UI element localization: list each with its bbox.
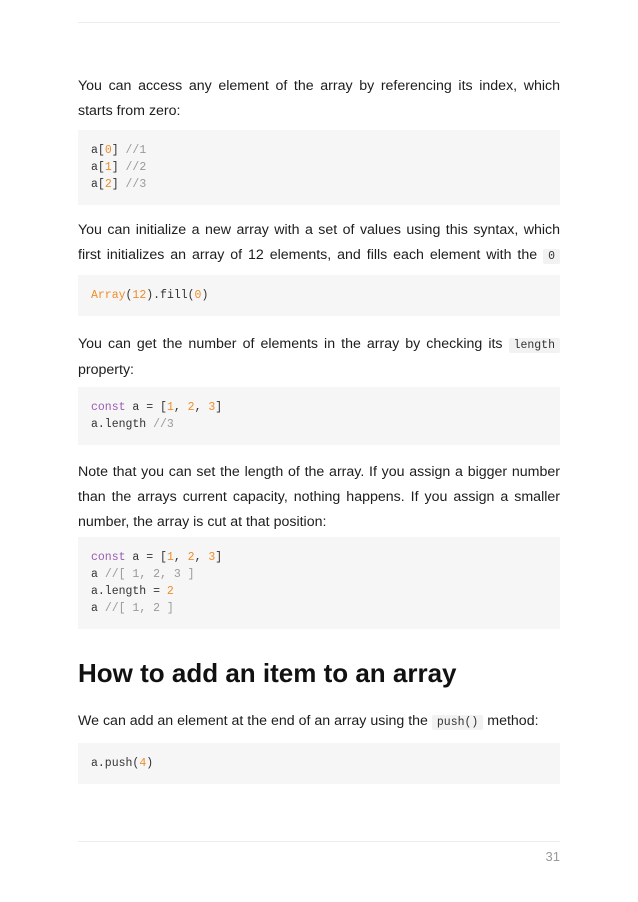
code-line: const a = [1, 2, 3] <box>91 401 223 414</box>
top-divider <box>78 22 560 23</box>
code-line: a //[ 1, 2, 3 ] <box>91 568 195 581</box>
page-number: 31 <box>545 849 560 864</box>
code-line: a.push(4) <box>91 757 154 770</box>
paragraph-push: We can add an element at the end of an array using the push() method: <box>78 713 539 729</box>
paragraph-access-index: You can access any element of the array by referencing its index, which starts from zero: <box>78 78 560 119</box>
code-line: a[0] //1 <box>91 144 147 157</box>
paragraph-array-length: You can get the number of elements in the array by checking its length property: <box>78 332 560 383</box>
inline-code-zero: 0 <box>543 249 560 264</box>
section-heading: How to add an item to an array <box>78 658 457 688</box>
code-line: a[1] //2 <box>91 161 147 174</box>
paragraph-initialize-array: You can initialize a new array with a set of values using this syntax, which first initializes an array of 12 elements, and fills each element with the 0 <box>78 222 560 263</box>
code-line: Array(12).fill(0) <box>91 289 209 302</box>
code-block-array-fill <box>78 275 560 316</box>
code-line: a.length //3 <box>91 418 174 431</box>
code-block-length <box>78 387 560 445</box>
code-block-index-access <box>78 130 560 205</box>
code-line: const a = [1, 2, 3] <box>91 551 223 564</box>
inline-code-push: push() <box>432 715 483 730</box>
inline-code-length: length <box>509 338 560 353</box>
paragraph-set-length: Note that you can set the length of the array. If you assign a bigger number than the arrays current capacity, nothing happens. If you assign a smaller number, the array is cut at that position: <box>78 464 560 530</box>
code-block-push <box>78 743 560 784</box>
code-line: a.length = 2 <box>91 585 174 598</box>
code-line: a[2] //3 <box>91 178 147 191</box>
bottom-divider <box>78 841 560 842</box>
code-line: a //[ 1, 2 ] <box>91 602 174 615</box>
code-block-truncate <box>78 537 560 629</box>
